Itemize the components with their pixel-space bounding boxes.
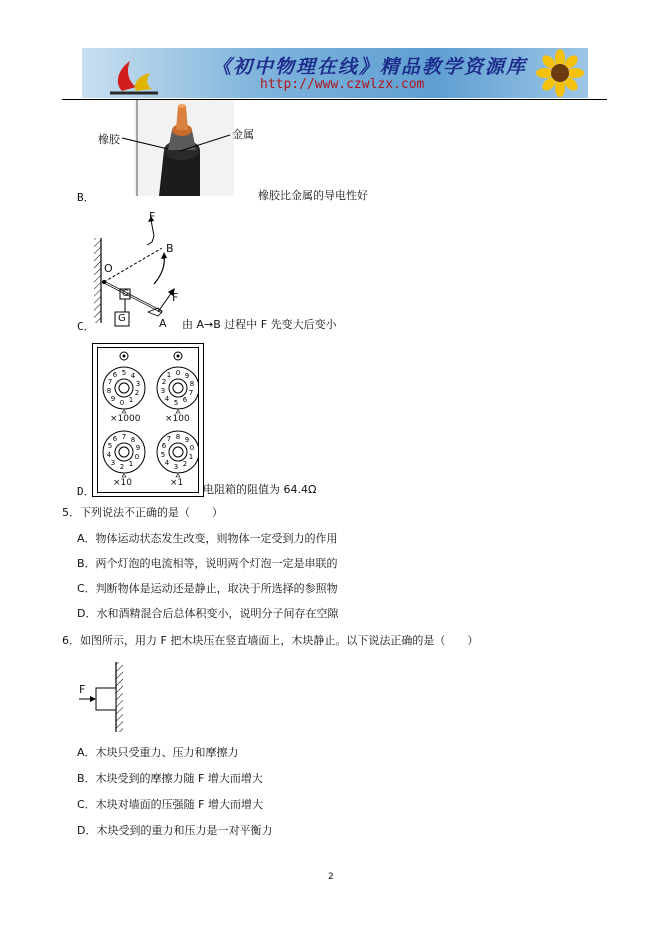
question-6-stem: 6．如图所示，用力 F 把木块压在竖直墙面上，木块静止。以下说法正确的是（ ） xyxy=(62,634,479,647)
block-wall-figure xyxy=(76,662,132,732)
svg-text:2: 2 xyxy=(119,463,125,471)
label-b: B xyxy=(166,242,174,255)
svg-text:4: 4 xyxy=(106,451,112,459)
sunflower-icon xyxy=(530,48,588,98)
svg-text:6: 6 xyxy=(182,396,188,404)
svg-text:8: 8 xyxy=(106,387,112,395)
question-6-option-b: B．木块受到的摩擦力随 F 增大而增大 xyxy=(77,772,263,785)
svg-text:8: 8 xyxy=(175,433,181,441)
svg-text:0: 0 xyxy=(175,369,181,377)
svg-text:2: 2 xyxy=(182,460,188,468)
option-b-text: 橡胶比金属的导电性好 xyxy=(258,189,368,202)
question-5-option-b: B．两个灯泡的电流相等，说明两个灯泡一定是串联的 xyxy=(77,557,338,570)
question-6-option-c: C．木块对墙面的压强随 F 增大而增大 xyxy=(77,798,263,811)
question-6-option-a: A．木块只受重力、压力和摩擦力 xyxy=(77,746,239,759)
svg-text:2: 2 xyxy=(134,389,140,397)
svg-text:6: 6 xyxy=(112,371,118,379)
svg-text:3: 3 xyxy=(135,380,141,388)
label-f-push: F xyxy=(79,683,86,696)
option-d-letter: D． xyxy=(77,485,95,498)
logo-icon xyxy=(104,53,164,95)
svg-text:1: 1 xyxy=(188,453,194,461)
svg-text:1: 1 xyxy=(128,396,134,404)
svg-text:9: 9 xyxy=(110,395,116,403)
dial-multiplier-10: ×10 xyxy=(113,478,132,488)
question-6-option-d: D．木块受到的重力和压力是一对平衡力 xyxy=(77,824,273,837)
svg-text:0: 0 xyxy=(134,453,140,461)
svg-text:7: 7 xyxy=(107,378,113,386)
svg-text:5: 5 xyxy=(173,399,179,407)
svg-text:3: 3 xyxy=(110,459,116,467)
dial-multiplier-100: ×100 xyxy=(165,414,190,424)
label-f-bottom: F xyxy=(172,291,179,304)
label-a: A xyxy=(159,317,167,330)
svg-text:4: 4 xyxy=(130,372,136,380)
resistance-box xyxy=(92,343,204,497)
label-metal: 金属 xyxy=(232,128,254,141)
page-number: 2 xyxy=(328,872,334,882)
label-g-hook: G xyxy=(122,289,129,299)
question-5-stem: 5．下列说法不正确的是（ ） xyxy=(62,506,223,519)
question-5-option-c: C．判断物体是运动还是静止，取决于所选择的参照物 xyxy=(77,582,338,595)
cable-pointer-lines xyxy=(120,133,230,158)
svg-text:3: 3 xyxy=(173,463,179,471)
svg-text:0: 0 xyxy=(119,399,125,407)
header-banner xyxy=(82,48,588,98)
label-o: O xyxy=(104,262,113,275)
svg-text:8: 8 xyxy=(130,436,136,444)
svg-text:8: 8 xyxy=(189,380,195,388)
option-c-text: 由 A→B 过程中 F 先变大后变小 xyxy=(182,318,337,331)
label-rubber: 橡胶 xyxy=(98,133,120,146)
svg-text:5: 5 xyxy=(160,451,166,459)
banner-url: http://www.czwlzx.com xyxy=(260,77,425,92)
option-d-text: 电阻箱的阻值为 64.4Ω xyxy=(203,483,317,496)
svg-text:7: 7 xyxy=(188,389,194,397)
resistance-box-panel xyxy=(97,347,199,493)
label-g-weight: G xyxy=(118,313,126,324)
banner-title: 《初中物理在线》精品教学资源库 xyxy=(212,56,528,78)
svg-text:7: 7 xyxy=(121,433,127,441)
svg-text:1: 1 xyxy=(166,371,172,379)
svg-text:4: 4 xyxy=(164,459,170,467)
dial-multiplier-1000: ×1000 xyxy=(110,414,141,424)
svg-text:9: 9 xyxy=(184,372,190,380)
svg-text:6: 6 xyxy=(112,435,118,443)
svg-text:3: 3 xyxy=(160,387,166,395)
question-5-option-d: D．水和酒精混合后总体积变小，说明分子间存在空隙 xyxy=(77,607,339,620)
svg-text:5: 5 xyxy=(121,369,127,377)
svg-text:1: 1 xyxy=(128,460,134,468)
question-5-option-a: A．物体运动状态发生改变，则物体一定受到力的作用 xyxy=(77,532,338,545)
svg-text:7: 7 xyxy=(166,435,172,443)
dial-multiplier-1: ×1 xyxy=(170,478,184,488)
svg-text:5: 5 xyxy=(107,442,113,450)
option-c-letter: C． xyxy=(77,320,95,333)
svg-text:9: 9 xyxy=(184,436,190,444)
svg-text:2: 2 xyxy=(161,378,167,386)
svg-text:9: 9 xyxy=(135,444,141,452)
svg-text:0: 0 xyxy=(189,444,195,452)
svg-text:6: 6 xyxy=(161,442,167,450)
label-f-top: F xyxy=(149,210,156,223)
svg-text:4: 4 xyxy=(164,395,170,403)
option-b-letter: B． xyxy=(77,191,95,204)
